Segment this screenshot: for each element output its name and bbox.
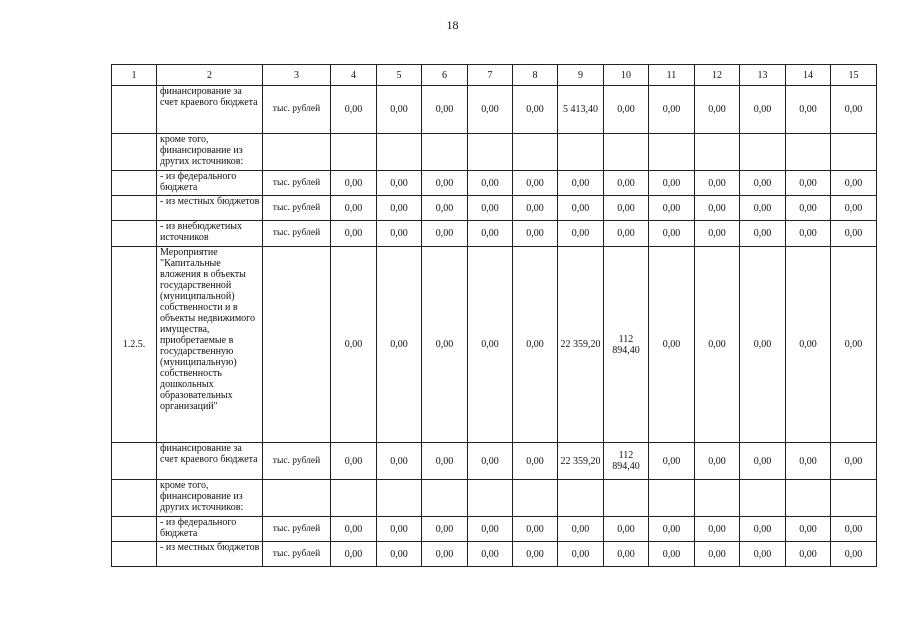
value-cell: 0,00 [468, 196, 513, 221]
header-cell: 3 [263, 65, 331, 86]
value-cell: 0,00 [468, 171, 513, 196]
value-cell: 0,00 [513, 171, 558, 196]
value-cell: 0,00 [831, 443, 877, 480]
value-cell: 0,00 [604, 196, 649, 221]
value-cell [831, 134, 877, 171]
value-cell [740, 134, 786, 171]
value-cell [331, 134, 377, 171]
value-cell: 0,00 [786, 517, 831, 542]
value-cell: 0,00 [649, 443, 695, 480]
header-cell: 5 [377, 65, 422, 86]
unit-cell: тыс. рублей [263, 517, 331, 542]
value-cell: 0,00 [558, 517, 604, 542]
unit-cell: тыс. рублей [263, 171, 331, 196]
value-cell: 0,00 [604, 171, 649, 196]
value-cell [740, 480, 786, 517]
value-cell: 0,00 [649, 517, 695, 542]
value-cell: 0,00 [513, 86, 558, 134]
header-cell: 13 [740, 65, 786, 86]
value-cell: 0,00 [377, 247, 422, 443]
financing-table [111, 64, 877, 567]
table-row [112, 542, 877, 567]
value-cell: 22 359,20 [558, 247, 604, 443]
value-cell: 0,00 [649, 221, 695, 247]
value-cell: 0,00 [331, 247, 377, 443]
table-row [112, 86, 877, 134]
value-cell: 0,00 [558, 542, 604, 567]
value-cell [695, 480, 740, 517]
value-cell: 0,00 [331, 171, 377, 196]
value-cell [468, 480, 513, 517]
value-cell: 0,00 [468, 221, 513, 247]
value-cell: 0,00 [786, 443, 831, 480]
value-cell [786, 134, 831, 171]
value-cell: 112 894,40 [604, 443, 649, 480]
value-cell: 0,00 [695, 443, 740, 480]
value-cell: 112 894,40 [604, 247, 649, 443]
value-cell: 0,00 [422, 443, 468, 480]
value-cell [468, 134, 513, 171]
value-cell [422, 480, 468, 517]
table-row [112, 247, 877, 443]
value-cell: 0,00 [331, 517, 377, 542]
value-cell: 0,00 [695, 196, 740, 221]
header-cell: 12 [695, 65, 740, 86]
row-description-cell: финансирование за счет краевого бюджета [157, 443, 263, 480]
value-cell: 0,00 [831, 221, 877, 247]
value-cell: 0,00 [695, 221, 740, 247]
value-cell: 0,00 [740, 221, 786, 247]
value-cell: 0,00 [377, 443, 422, 480]
value-cell: 0,00 [377, 542, 422, 567]
row-number-cell [112, 134, 157, 171]
table-row [112, 443, 877, 480]
value-cell: 0,00 [558, 196, 604, 221]
value-cell: 0,00 [786, 247, 831, 443]
value-cell: 5 413,40 [558, 86, 604, 134]
unit-cell: тыс. рублей [263, 542, 331, 567]
value-cell [513, 134, 558, 171]
unit-cell [263, 480, 331, 517]
value-cell: 0,00 [468, 86, 513, 134]
value-cell: 0,00 [468, 443, 513, 480]
value-cell: 0,00 [649, 86, 695, 134]
value-cell: 0,00 [468, 542, 513, 567]
header-cell: 10 [604, 65, 649, 86]
value-cell: 0,00 [422, 86, 468, 134]
value-cell: 0,00 [422, 247, 468, 443]
value-cell: 0,00 [695, 171, 740, 196]
value-cell [831, 480, 877, 517]
value-cell: 0,00 [331, 196, 377, 221]
value-cell: 0,00 [604, 542, 649, 567]
value-cell: 0,00 [740, 542, 786, 567]
value-cell: 0,00 [331, 542, 377, 567]
row-description-cell: - из федерального бюджета [157, 171, 263, 196]
row-description-cell: кроме того, финансирование из других источников: [157, 480, 263, 517]
value-cell: 0,00 [513, 247, 558, 443]
header-cell: 11 [649, 65, 695, 86]
value-cell [422, 134, 468, 171]
value-cell: 0,00 [377, 517, 422, 542]
value-cell: 0,00 [558, 171, 604, 196]
value-cell: 0,00 [422, 542, 468, 567]
value-cell: 0,00 [422, 196, 468, 221]
value-cell [513, 480, 558, 517]
header-cell: 7 [468, 65, 513, 86]
row-description-cell: - из местных бюджетов [157, 542, 263, 567]
value-cell: 0,00 [740, 86, 786, 134]
value-cell: 0,00 [377, 221, 422, 247]
value-cell: 0,00 [740, 171, 786, 196]
header-cell: 2 [157, 65, 263, 86]
value-cell: 0,00 [786, 542, 831, 567]
row-description-cell: - из внебюджетных источников [157, 221, 263, 247]
value-cell: 0,00 [649, 247, 695, 443]
row-number-cell [112, 171, 157, 196]
unit-cell: тыс. рублей [263, 221, 331, 247]
header-cell: 8 [513, 65, 558, 86]
value-cell: 0,00 [649, 171, 695, 196]
value-cell: 0,00 [786, 196, 831, 221]
table-row [112, 517, 877, 542]
value-cell: 0,00 [649, 196, 695, 221]
value-cell: 0,00 [831, 171, 877, 196]
value-cell: 0,00 [604, 86, 649, 134]
value-cell: 0,00 [513, 542, 558, 567]
value-cell: 0,00 [740, 517, 786, 542]
unit-cell: тыс. рублей [263, 196, 331, 221]
table-row [112, 480, 877, 517]
value-cell: 0,00 [604, 517, 649, 542]
value-cell: 0,00 [786, 221, 831, 247]
value-cell [331, 480, 377, 517]
header-cell: 9 [558, 65, 604, 86]
value-cell: 0,00 [377, 171, 422, 196]
value-cell: 0,00 [513, 221, 558, 247]
unit-cell: тыс. рублей [263, 86, 331, 134]
value-cell: 0,00 [377, 86, 422, 134]
value-cell: 0,00 [649, 542, 695, 567]
unit-cell [263, 134, 331, 171]
value-cell: 0,00 [831, 542, 877, 567]
value-cell [786, 480, 831, 517]
value-cell: 0,00 [786, 171, 831, 196]
row-description-cell: - из федерального бюджета [157, 517, 263, 542]
row-number-cell [112, 221, 157, 247]
value-cell: 0,00 [740, 196, 786, 221]
value-cell: 0,00 [422, 221, 468, 247]
value-cell: 0,00 [422, 517, 468, 542]
value-cell [649, 480, 695, 517]
value-cell: 0,00 [831, 517, 877, 542]
table-row [112, 221, 877, 247]
row-description-cell: финансирование за счет краевого бюджета [157, 86, 263, 134]
value-cell: 0,00 [377, 196, 422, 221]
table-row [112, 171, 877, 196]
value-cell: 0,00 [740, 443, 786, 480]
header-cell: 14 [786, 65, 831, 86]
value-cell: 0,00 [558, 221, 604, 247]
page-number: 18 [446, 18, 459, 32]
table-header-row [112, 65, 877, 86]
value-cell: 0,00 [831, 196, 877, 221]
value-cell: 0,00 [513, 443, 558, 480]
unit-cell [263, 247, 331, 443]
row-description-cell: - из местных бюджетов [157, 196, 263, 221]
table-row [112, 134, 877, 171]
row-description-cell: кроме того, финансирование из других источников: [157, 134, 263, 171]
value-cell [558, 134, 604, 171]
value-cell: 0,00 [331, 86, 377, 134]
header-cell: 6 [422, 65, 468, 86]
unit-cell: тыс. рублей [263, 443, 331, 480]
value-cell: 0,00 [513, 517, 558, 542]
value-cell: 0,00 [695, 542, 740, 567]
value-cell: 0,00 [331, 221, 377, 247]
value-cell [604, 480, 649, 517]
row-number-cell [112, 542, 157, 567]
row-number-cell: 1.2.5. [112, 247, 157, 443]
value-cell [558, 480, 604, 517]
row-number-cell [112, 517, 157, 542]
row-description-cell: Мероприятие "Капитальные вложения в объекты государственной (муниципальной) собственности и в объекты недвижимого имущества, приобретаемые в государственную (муниципальную) собственность дошкольных образовательных организаций" [157, 247, 263, 443]
value-cell [377, 480, 422, 517]
row-number-cell [112, 196, 157, 221]
value-cell: 22 359,20 [558, 443, 604, 480]
header-cell: 15 [831, 65, 877, 86]
value-cell: 0,00 [468, 247, 513, 443]
value-cell: 0,00 [695, 247, 740, 443]
row-number-cell [112, 443, 157, 480]
value-cell: 0,00 [786, 86, 831, 134]
value-cell [377, 134, 422, 171]
value-cell: 0,00 [513, 196, 558, 221]
value-cell [695, 134, 740, 171]
value-cell: 0,00 [831, 247, 877, 443]
row-number-cell [112, 480, 157, 517]
value-cell: 0,00 [740, 247, 786, 443]
value-cell: 0,00 [468, 517, 513, 542]
header-cell: 4 [331, 65, 377, 86]
value-cell: 0,00 [604, 221, 649, 247]
table-row [112, 196, 877, 221]
value-cell: 0,00 [422, 171, 468, 196]
value-cell: 0,00 [831, 86, 877, 134]
value-cell: 0,00 [331, 443, 377, 480]
value-cell [604, 134, 649, 171]
value-cell [649, 134, 695, 171]
row-number-cell [112, 86, 157, 134]
value-cell: 0,00 [695, 517, 740, 542]
value-cell: 0,00 [695, 86, 740, 134]
header-cell: 1 [112, 65, 157, 86]
